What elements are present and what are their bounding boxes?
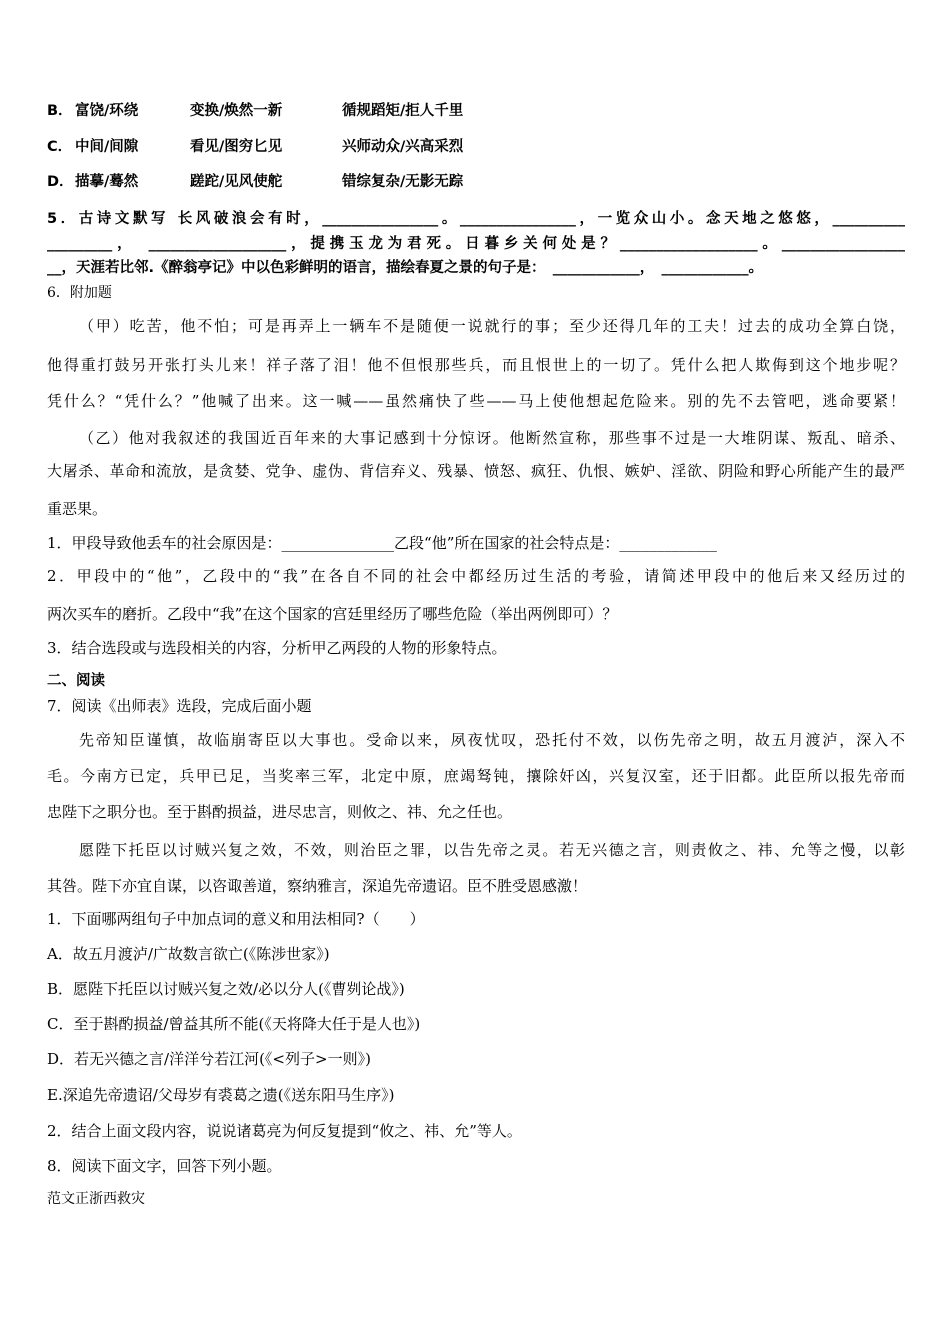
q7-passage-line: 先帝知臣谨慎，故临崩寄臣以大事也。受命以来，夙夜忧叹，恐托付不效，以伤先帝之明，故五月渡泸，深入不 [79,731,905,749]
q7-title: 7．阅读《出师表》选段，完成后面小题 [47,697,312,715]
q6-question: 两次买车的磨折。乙段中“我”在这个国家的宫廷里经历了哪些危险（举出两例即可）？ [47,605,618,623]
option-b-label: B． [47,103,73,119]
option-b-col1: 富饶/环绕 [75,103,139,119]
q7-question: 2．结合上面文段内容，说说诸葛亮为何反复提到“攸之、祎、允”等人。 [47,1122,522,1140]
q6-question: 3．结合选段或与选段相关的内容，分析甲乙两段的人物的形象特点。 [47,639,507,657]
q7-option-d: D．若无兴德之言/洋洋兮若江河(《<列子>一则》) [47,1050,371,1068]
option-d-col1: 描摹/蓦然 [75,174,139,190]
q5-line: __，天涯若比邻.《醉翁亭记》中以色彩鲜明的语言，描绘春夏之景的句子是： ____________， ____________。 [47,260,764,276]
q7-option-e: E.深追先帝遗诏/父母岁有裘葛之遗(《送东阳马生序》) [47,1086,395,1104]
q6-yi-line: （乙）他对我叙述的我国近百年来的大事记感到十分惊讶。他断然宣称，那些事不过是一大堆阴谋、叛乱、暗杀、 [79,429,905,447]
q6-yi-line: 重恶果。 [47,500,108,518]
option-d-label: D． [47,174,74,190]
option-d-col2: 蹉跎/见风使舵 [190,174,283,190]
section-heading: 二、阅读 [47,673,105,689]
option-c-label: C． [47,139,73,155]
q8-title: 8．阅读下面文字，回答下列小题。 [47,1157,282,1175]
q6-question: 2．甲段中的“他”，乙段中的“我”在各自不同的社会中都经历过生活的考验，请简述甲段中的他后来又经历过的 [47,567,905,585]
q7-passage-line: 其咎。陛下亦宜自谋，以咨诹善道，察纳雅言，深追先帝遗诏。臣不胜受恩感激！ [47,877,588,895]
q6-yi-line: 大屠杀、革命和流放，是贪婪、党争、虚伪、背信弃义、残暴、愤怒、疯狂、仇恨、嫉妒、淫欲、阴险和野心所能产生的最严 [47,462,905,480]
q7-passage-line: 忠陛下之职分也。至于斟酌损益，进尽忠言，则攸之、祎、允之任也。 [47,803,513,821]
q6-question: 1．甲段导致他丢车的社会原因是：_______________乙段“他”所在国家的社会特点是：_____________ [47,534,717,552]
option-b-col2: 变换/焕然一新 [190,103,283,119]
q8-subtitle: 范文正浙西救灾 [47,1191,145,1207]
option-c-col3: 兴师动众/兴高采烈 [342,139,464,155]
q6-jia-line: （甲）吃苦，他不怕；可是再弄上一辆车不是随便一说就行的事；至少还得几年的工夫！过去的成功全算白饶， [79,317,905,335]
option-b-col3: 循规蹈矩/拒人千里 [342,103,464,119]
q7-question: 1．下面哪两组句子中加点词的意义和用法相同?（ ） [47,910,425,928]
option-d-col3: 错综复杂/无影无踪 [342,174,464,190]
q7-option-a: A．故五月渡泸/广故数言欲亡(《陈涉世家》) [47,945,330,963]
q5-line: _________， ___________________，提携玉龙为君死。日暮乡关何处是？___________________。_________________ [47,236,905,252]
q6-title: 6．附加题 [47,285,112,301]
option-c-col2: 看见/图穷匕见 [190,139,283,155]
q7-passage-line: 愿陛下托臣以讨贼兴复之效，不效，则治臣之罪，以告先帝之灵。若无兴德之言，则责攸之、祎、允等之慢，以彰 [79,841,905,859]
q7-option-c: C．至于斟酌损益/曾益其所不能(《天将降大任于是人也》) [47,1015,421,1033]
q6-jia-line: 他得重打鼓另开张打头儿来！祥子落了泪！他不但恨那些兵，而且恨世上的一切了。凭什么把人欺侮到这个地步呢？ [47,356,905,374]
q7-passage-line: 毛。今南方已定，兵甲已足，当奖率三军，北定中原，庶竭驽钝，攘除奸凶，兴复汉室，还于旧都。此臣所以报先帝而 [47,767,905,785]
option-c-col1: 中间/间隙 [75,139,139,155]
q7-option-b: B．愿陛下托臣以讨贼兴复之效/必以分人(《曹刿论战》) [47,980,405,998]
q5-line: 5．古诗文默写 长风破浪会有时，________________。________________，一览众山小。念天地之悠悠，__________ [47,211,905,227]
q6-jia-line: 凭什么？“凭什么？”他喊了出来。这一喊——虽然痛快了些——马上使他想起危险来。别的先不去管吧，逃命要紧！ [47,392,905,410]
